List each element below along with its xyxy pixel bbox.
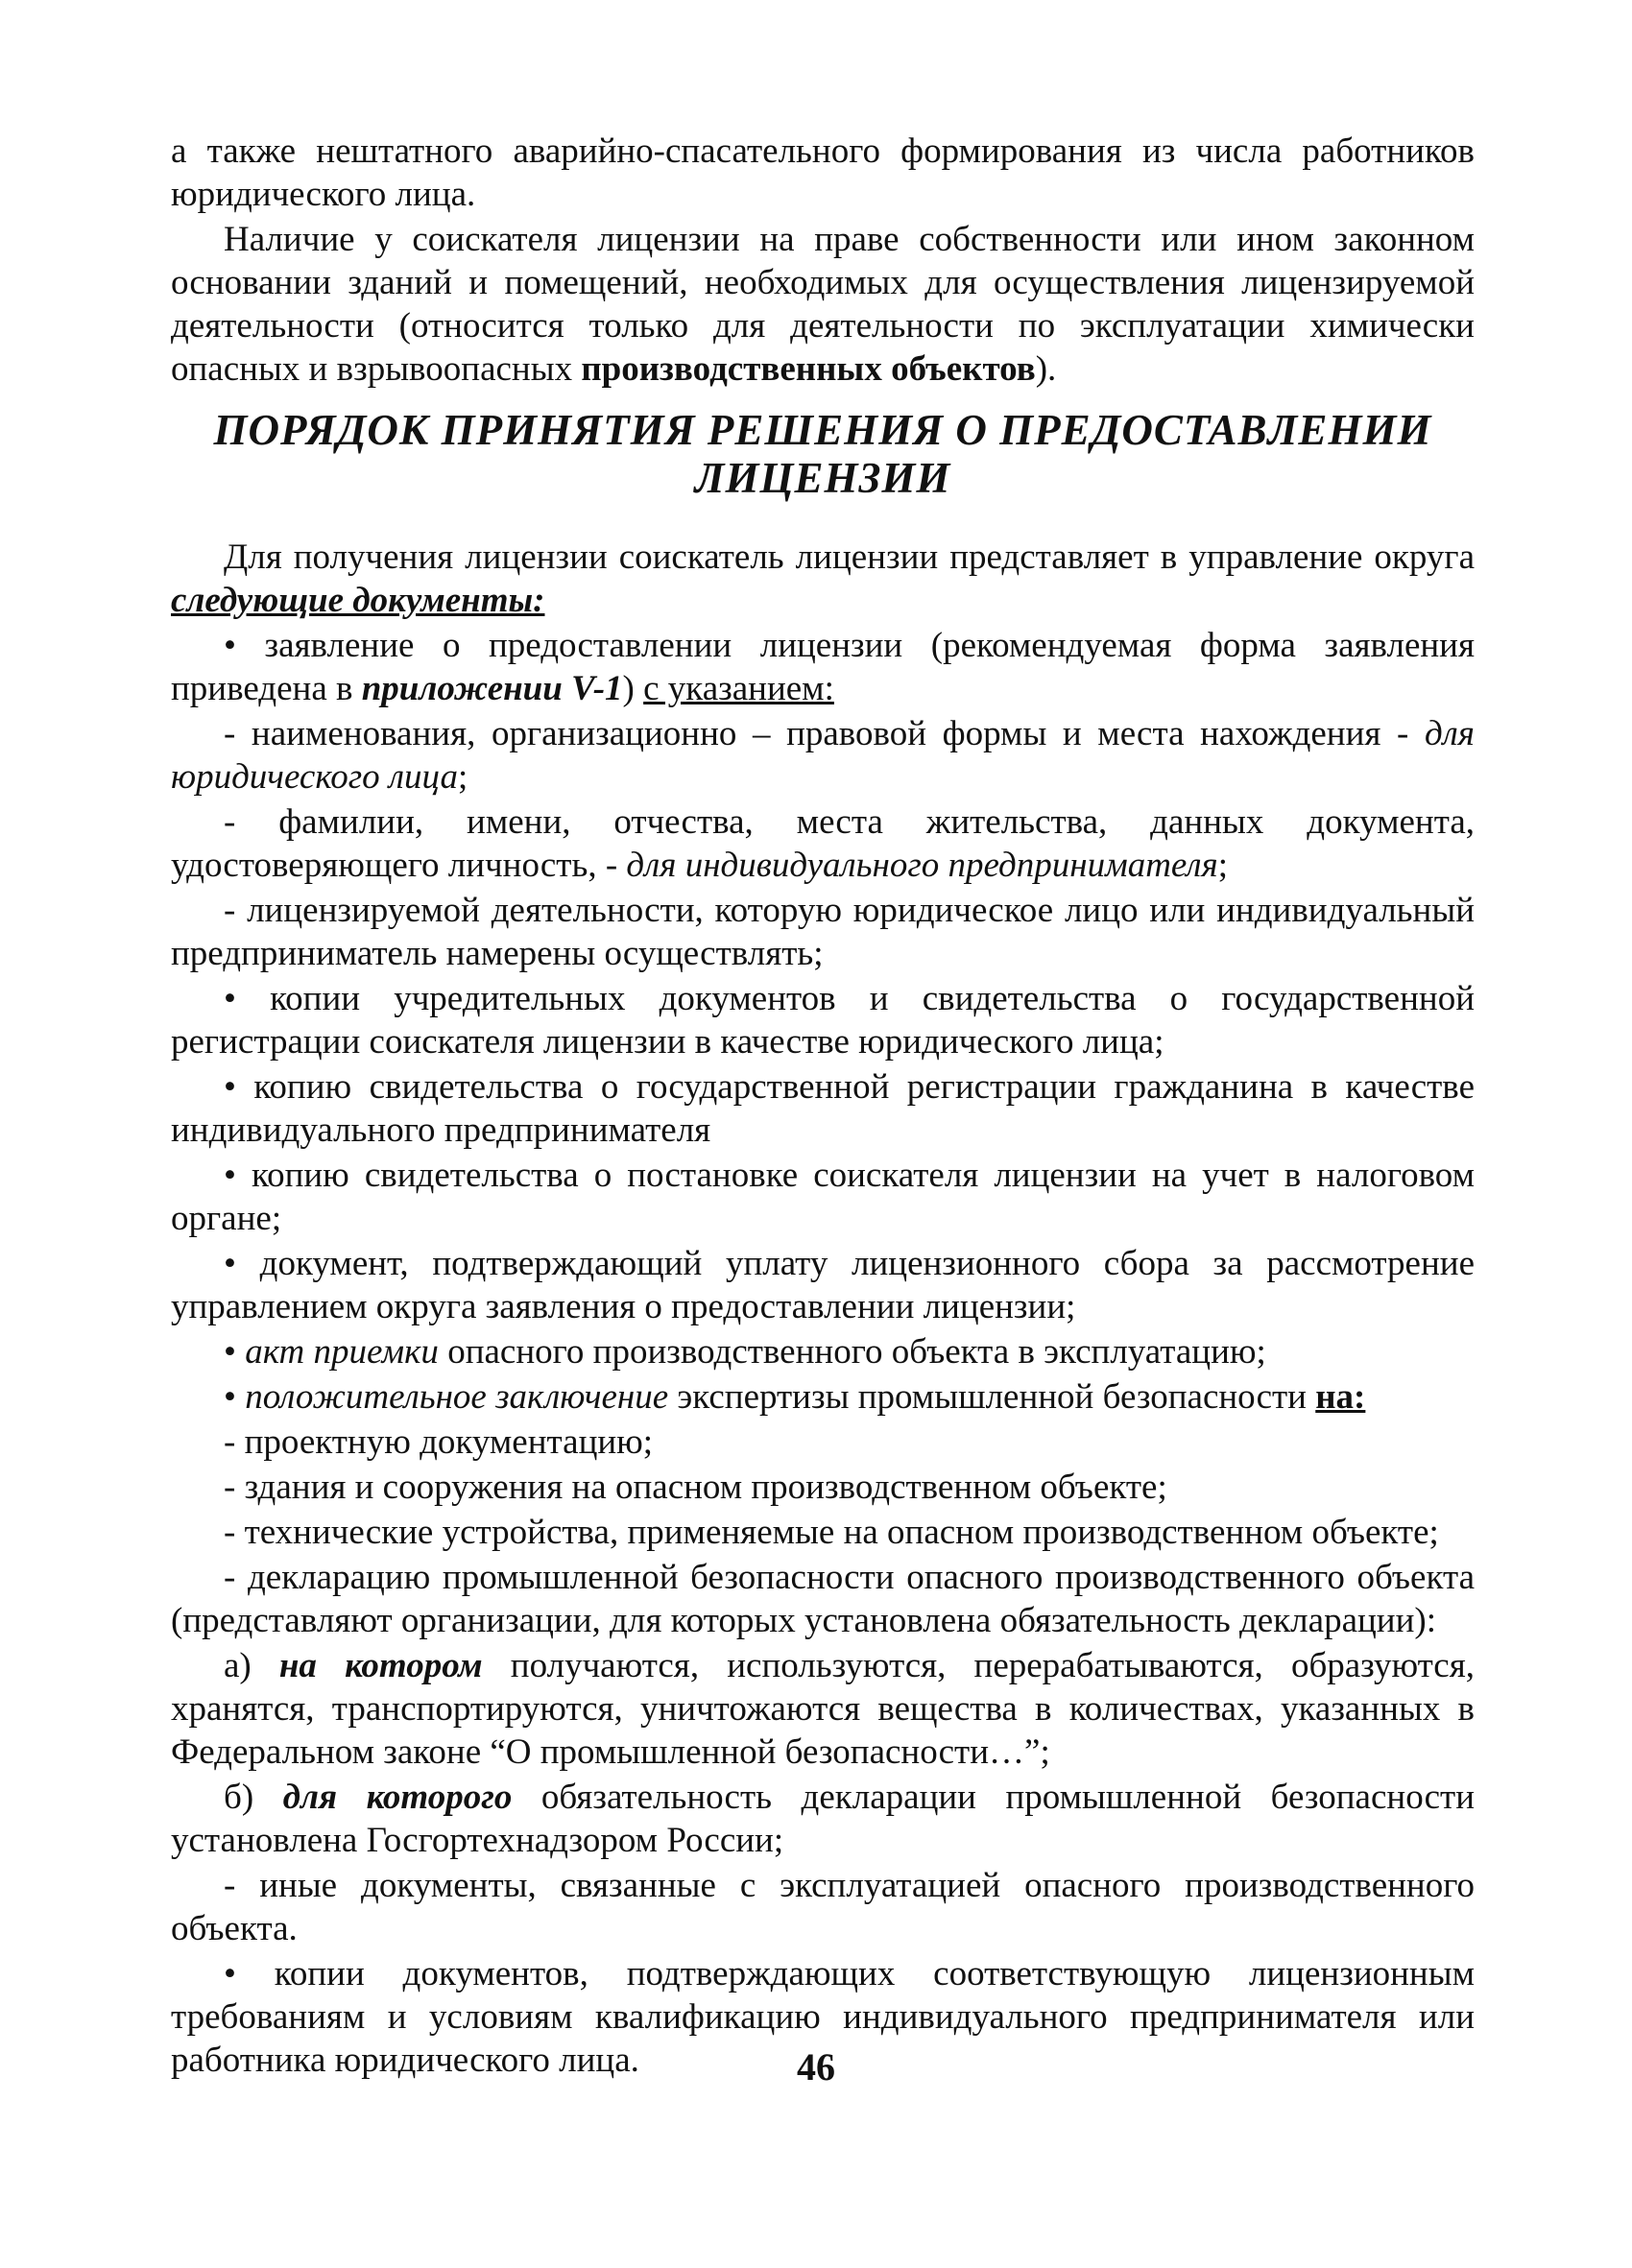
item8-text: • копии документов, подтверждающих соответствующую лицензионным требованиям и условиям квалификацию индивидуального предпринимателя или работника юридического лица. <box>171 1954 1475 2080</box>
item7-text: экспертизы промышленной безопасности <box>668 1377 1316 1417</box>
sub2-end: ; <box>1217 846 1229 885</box>
list-item-tax-registration <box>171 1154 1475 1240</box>
list-item-application <box>171 624 1475 710</box>
list-item-citizen-registration <box>171 1065 1475 1152</box>
sub-item-technical-devices <box>171 1511 1475 1554</box>
clause-a-text: получаются, используются, перерабатываются, образуются, хранятся, транспортируются, уничтожаются вещества в количествах, указанных в Федеральном законе “О промышленной безопасности…”; <box>171 1646 1475 1772</box>
sub5-text: - здания и сооружения на опасном производственном объекте; <box>224 1468 1167 1507</box>
sub1-italic: для юридического лица <box>171 714 1475 797</box>
intro-paragraph-1-text: а также нештатного аварийно-спасательного формирования из числа работников юридического лица. <box>171 131 1475 214</box>
sub-item-activity <box>171 889 1475 975</box>
list-item-fee-payment <box>171 1242 1475 1328</box>
item1-underlined: с указанием: <box>643 669 834 708</box>
intro-paragraph-2-end: ). <box>1035 349 1057 389</box>
sub8-text: - иные документы, связанные с эксплуатацией опасного производственного объекта. <box>171 1866 1475 1948</box>
intro-section <box>171 130 1475 393</box>
sub-item-other-docs <box>171 1864 1475 1950</box>
intro-paragraph-2-text: Наличие у соискателя лицензии на праве собственности или ином законном основании зданий и помещений, необходимых для осуществления лицензируемой деятельности (относится только для деятельности по эксплуатации химически опасных и взрывоопасных <box>171 220 1475 389</box>
sub4-text: - проектную документацию; <box>224 1422 654 1462</box>
item1-text: • заявление о предоставлении лицензии (рекомендуемая форма заявления приведена в <box>171 626 1475 708</box>
sub1-text: - наименования, организационно – правовой формы и места нахождения - <box>224 714 1425 753</box>
item2-text: • копии учредительных документов и свидетельства о государственной регистрации соискателя лицензии в качестве юридического лица; <box>171 979 1475 1062</box>
list-item-expertise <box>171 1375 1475 1419</box>
sub6-text: - технические устройства, применяемые на опасном производственном объекте; <box>224 1513 1439 1552</box>
section-heading <box>171 406 1475 502</box>
sub1-end: ; <box>457 757 468 797</box>
item7-italic: положительное заключение <box>245 1377 669 1417</box>
item1-paren: ) <box>622 669 644 708</box>
item1-appendix-ref: приложении V-1 <box>361 669 623 708</box>
sub2-italic: для индивидуального предпринимателя <box>626 846 1218 885</box>
lead-paragraph <box>171 536 1475 622</box>
intro-paragraph-2 <box>171 218 1475 391</box>
section-heading-line-1: ПОРЯДОК ПРИНЯТИЯ РЕШЕНИЯ О ПРЕДОСТАВЛЕНИИ <box>213 406 1432 454</box>
item3-text: • копию свидетельства о государственной регистрации гражданина в качестве индивидуального предпринимателя <box>171 1067 1475 1150</box>
item5-text: • документ, подтверждающий уплату лицензионного сбора за рассмотрение управлением округа заявления о предоставлении лицензии; <box>171 1244 1475 1326</box>
intro-paragraph-1 <box>171 130 1475 216</box>
clause-b <box>171 1776 1475 1862</box>
sub-item-declaration <box>171 1556 1475 1642</box>
sub2-text: - фамилии, имени, отчества, места жительства, данных документа, удостоверяющего личность, - <box>171 802 1475 885</box>
clause-a <box>171 1644 1475 1774</box>
list-item-acceptance-act <box>171 1330 1475 1373</box>
item4-text: • копию свидетельства о постановке соискателя лицензии на учет в налоговом органе; <box>171 1156 1475 1238</box>
list-item-founding-docs <box>171 977 1475 1063</box>
sub3-text: - лицензируемой деятельности, которую юридическое лицо или индивидуальный предприниматель намерены осуществлять; <box>171 891 1475 973</box>
clause-b-emphasis: для которого <box>282 1778 513 1817</box>
clause-b-text: обязательность декларации промышленной безопасности установлена Госгортехнадзором России; <box>171 1778 1476 1860</box>
intro-paragraph-2-bold: производственных объектов <box>581 349 1036 389</box>
item6-italic: акт приемки <box>245 1332 439 1372</box>
section-heading-line-2: ЛИЦЕНЗИИ <box>694 454 951 502</box>
sub7-text: - декларацию промышленной безопасности опасного производственного объекта (представляют организации, для которых установлена обязательность декларации): <box>171 1558 1475 1640</box>
clause-a-emphasis: на котором <box>278 1646 483 1685</box>
sub-item-entrepreneur <box>171 800 1475 887</box>
clause-b-prefix: б) <box>224 1778 283 1817</box>
sub-item-project-docs <box>171 1420 1475 1464</box>
item7-underlined: на: <box>1315 1377 1366 1417</box>
lead-text: Для получения лицензии соискатель лицензии представляет в управление округа <box>224 537 1475 577</box>
clause-a-prefix: а) <box>224 1646 279 1685</box>
item6-text: опасного производственного объекта в эксплуатацию; <box>438 1332 1266 1372</box>
item6-bullet: • <box>224 1332 246 1372</box>
sub-item-legal-entity <box>171 712 1475 799</box>
sub-item-buildings <box>171 1466 1475 1509</box>
item7-bullet: • <box>224 1377 246 1417</box>
body-section <box>171 536 1475 2084</box>
lead-documents-label: следующие документы: <box>171 581 545 620</box>
page-number: 46 <box>797 2045 835 2089</box>
